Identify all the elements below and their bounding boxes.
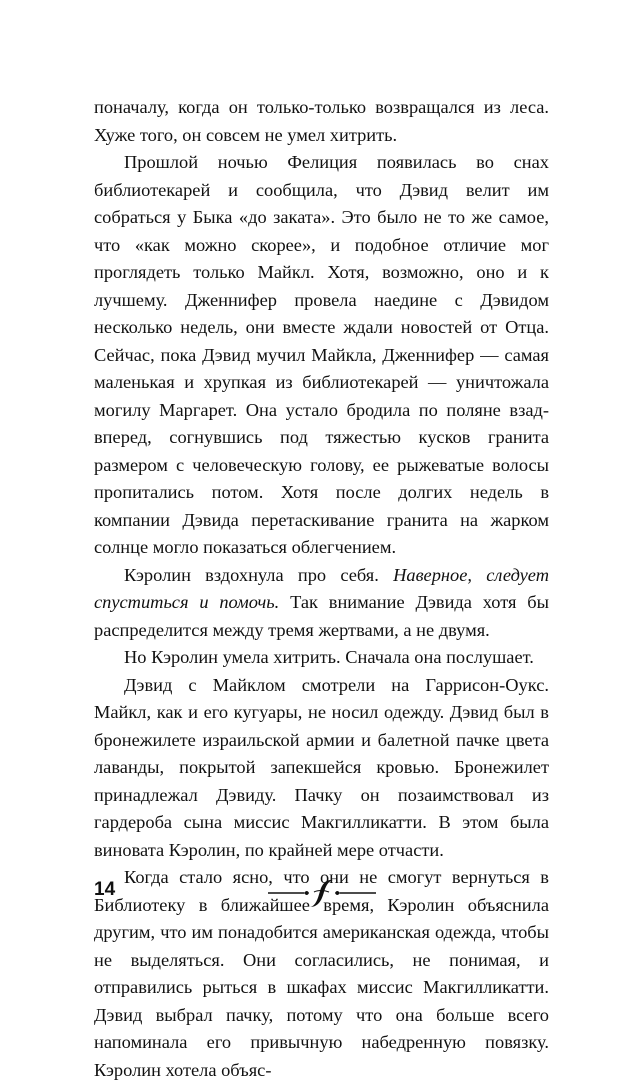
page-number: 14 xyxy=(94,879,116,900)
paragraph xyxy=(94,149,549,562)
text-run: Но Кэролин умела хитрить. Сначала она послушает. xyxy=(124,647,534,667)
paragraph xyxy=(94,672,549,865)
text-run: Прошлой ночью Фелиция появилась во снах библиотекарей и сообщила, что Дэвид велит им собраться у Быка «до заката». Это было не то же самое, что «как можно скорее», и подобное отличие мог проглядеть только Майкл. Хотя, возможно, оно и к лучшему. Дженнифер провела наедине с Дэвидом несколько недель, они вместе ждали новостей от Отца. Сейчас, пока Дэвид мучил Майкла, Дженнифер — самая маленькая и хрупкая из библиотекарей — уничтожала могилу Маргарет. Она устало бродила по поляне взад-вперед, согнувшись под тяжестью кусков гранита размером с человеческую голову, ее рыжеватые волосы пропитались потом. Хотя после долгих недель в компании Дэвида перетаскивание гранита на жарком солнце могло показаться облегчением. xyxy=(94,152,549,557)
paragraph xyxy=(94,562,549,645)
text-run: Так внимание Дэвида хотя бы распределится между тремя жертвами, а не двумя. xyxy=(94,592,549,640)
flourish-ornament-icon xyxy=(266,876,378,912)
text-run: Когда стало ясно, что они не смогут вернуться в Библиотеку в ближайшее время, Кэролин объяснила другим, что им понадобится американская одежда, чтобы не выделяться. Они согласились, не понимая, и отправились рыться в шкафах миссис Макгилликатти. Дэвид выбрал пачку, потому что она больше всего напоминала его привычную набедренную повязку. Кэролин хотела объяс- xyxy=(94,867,549,1080)
text-run: Кэролин вздохнула про себя. xyxy=(124,564,394,585)
text-run: Дэвид с Майклом смотрели на Гаррисон-Оукс. Майкл, как и его кугуары, не носил одежду. Дэвид был в бронежилете израильской армии и балетной пачке цвета лаванды, покрытой запекшейся кровью. Бронежилет принадлежал Дэвиду. Пачку он позаимствовал из гардероба сына миссис Макгилликатти. В этом была виновата Кэролин, по крайней мере отчасти. xyxy=(94,674,549,860)
italic-text: Наверное, следует спуститься и помочь. xyxy=(94,564,549,612)
page-footer xyxy=(94,878,549,918)
body-text xyxy=(94,94,549,1084)
text-run: поначалу, когда он только-только возвращался из леса. Хуже того, он совсем не умел хитрить. xyxy=(94,97,549,145)
paragraph xyxy=(94,644,549,672)
paragraph xyxy=(94,94,549,149)
